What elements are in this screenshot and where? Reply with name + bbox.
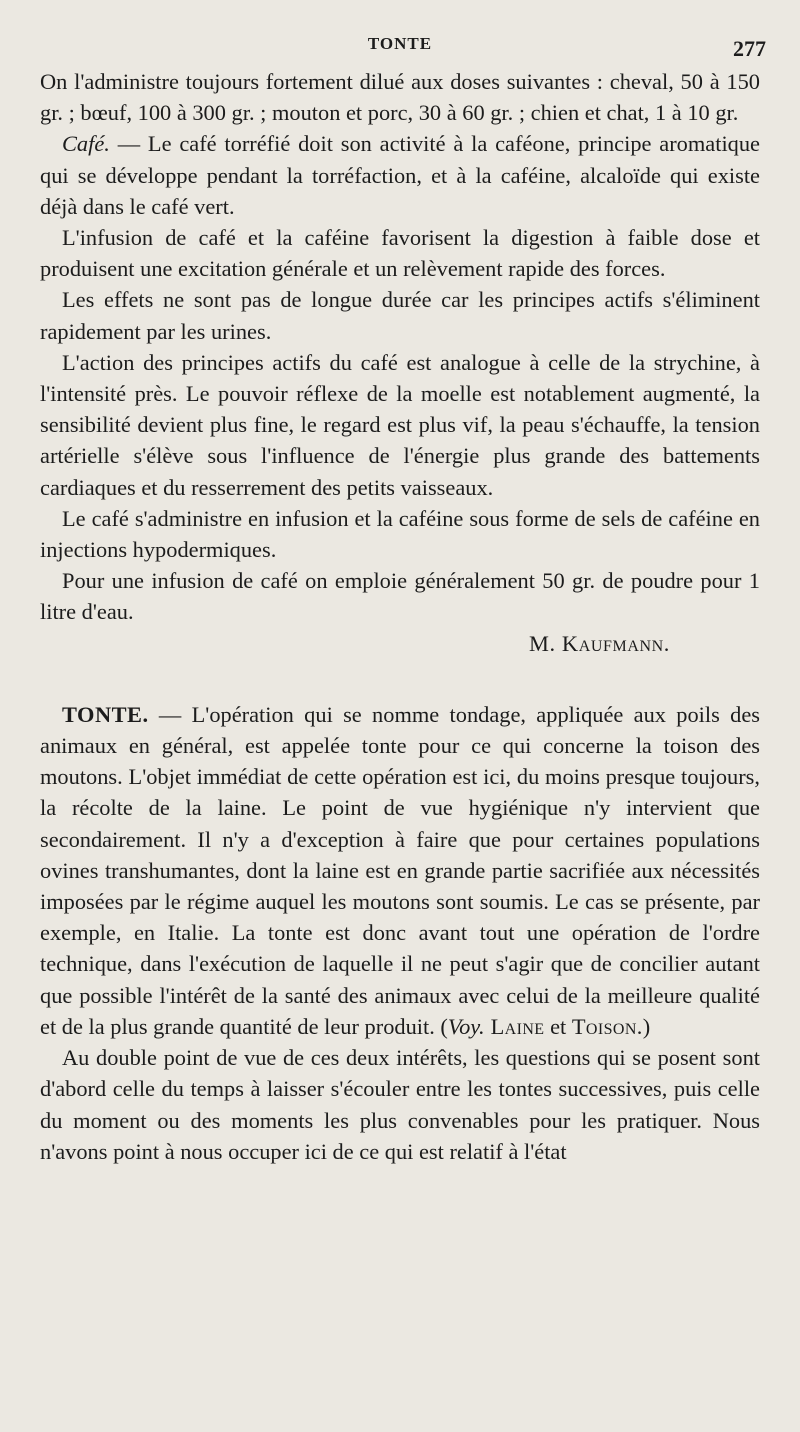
cross-reference-toison: Toison.	[571, 1013, 643, 1039]
paragraph-tonte-definition	[40, 699, 760, 1042]
paragraph-tonte-text: — L'opération qui se nomme tondage, appliquée aux poils des animaux en général, est appelée tonte pour ce qui concerne la toison des moutons. L'objet immédiat de cette opération est ici, du moins presque toujours, la récolte de la laine. Le point de vue hygiénique n'y intervient que secondairement. Il n'y a d'exception à faire que pour certaines populations ovines transhumantes, dont la laine est en grande partie sacrifiée aux nécessités imposées par le régime auquel les moutons sont soumis. Le cas se présente, par exemple, en Italie. La tonte est donc avant tout une opération de l'ordre technique, dans l'exécution de laquelle il ne peut s'agir que de concilier autant que possible l'intérêt de la santé des animaux avec celui de la meilleure qualité et de la plus grande quantité de leur produit. (	[40, 701, 760, 1039]
paragraph-action: L'action des principes actifs du café est analogue à celle de la strychine, à l'intensité près. Le pouvoir réflexe de la moelle est notablement augmenté, la sensibilité devient plus fine, le regard est plus vif, la peau s'échauffe, la tension artérielle s'élève sous l'influence de l'énergie plus grande des battements cardiaques et du resserrement des petits vaisseaux.	[40, 349, 760, 500]
cross-reference-laine: Laine	[484, 1013, 545, 1039]
entry-heading-tonte: TONTE.	[62, 701, 149, 727]
running-title: TONTE	[367, 34, 433, 53]
running-header	[40, 26, 766, 66]
paragraph-cafe-intro	[40, 128, 760, 222]
paragraph-cafe-intro-text: — Le café torréfié doit son activité à la caféone, principe aromatique qui se développe pendant la torréfaction, et à la caféine, alcaloïde qui existe déjà dans le café vert.	[40, 131, 760, 219]
paragraph-infusion: L'infusion de café et la caféine favorisent la digestion à faible dose et produisent une excitation générale et un relèvement rapide des forces.	[40, 225, 760, 282]
closing-paren: )	[642, 1013, 651, 1039]
body-text	[40, 66, 760, 1167]
voy-reference: Voy.	[447, 1013, 485, 1039]
paragraph-effects: Les effets ne sont pas de longue durée car les principes actifs s'éliminent rapidement par les urines.	[40, 287, 760, 344]
paragraph-tonte-questions: Au double point de vue de ces deux intérêts, les questions qui se posent sont d'abord celle du temps à laisser s'écouler entre les tontes successives, puis celle du moment ou des moments les plus convenables pour les pratiquer. Nous n'avons point à nous occuper ici de ce qui est relatif à l'état	[40, 1045, 760, 1164]
paragraph-dosage: On l'administre toujours fortement dilué aux doses suivantes : cheval, 50 à 150 gr. ; bœuf, 100 à 300 gr. ; mouton et porc, 30 à 60 gr. ; chien et chat, 1 à 10 gr.	[40, 69, 760, 126]
conjunction-et: et	[544, 1013, 572, 1039]
paragraph-preparation: Pour une infusion de café on emploie généralement 50 gr. de poudre pour 1 litre d'eau.	[40, 568, 760, 625]
page-number: 277	[733, 36, 766, 61]
entry-term-cafe: Café.	[62, 131, 110, 157]
paragraph-administration: Le café s'administre en infusion et la caféine sous forme de sels de caféine en injections hypodermiques.	[40, 505, 760, 563]
author-signature: M. Kaufmann.	[529, 630, 670, 656]
section-divider	[40, 659, 760, 699]
